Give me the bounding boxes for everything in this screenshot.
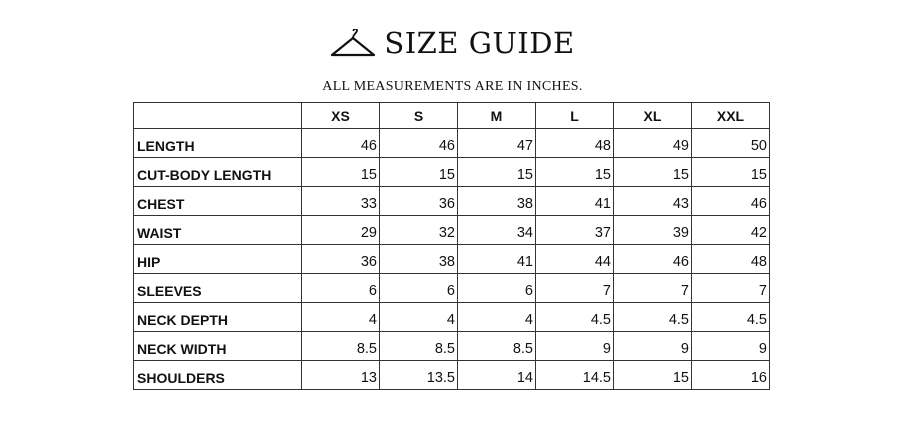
table-cell: 6 [302,274,380,303]
table-cell: 46 [614,245,692,274]
table-cell: 41 [458,245,536,274]
table-cell: 8.5 [458,332,536,361]
page-header [0,26,905,60]
table-cell: 15 [302,158,380,187]
table-cell: 42 [692,216,770,245]
table-cell: 29 [302,216,380,245]
header-row [134,103,770,129]
column-header: S [380,103,458,129]
table-cell: 4.5 [692,303,770,332]
column-header: XXL [692,103,770,129]
table-cell: 4 [380,303,458,332]
table-cell: 38 [380,245,458,274]
table-cell: 9 [614,332,692,361]
table-cell: 13 [302,361,380,390]
table-cell: 13.5 [380,361,458,390]
size-table [133,102,770,390]
table-cell: 37 [536,216,614,245]
table-cell: 15 [692,158,770,187]
page-subtitle: ALL MEASUREMENTS ARE IN INCHES. [322,79,583,94]
table-cell: 6 [380,274,458,303]
table-cell: 4 [458,303,536,332]
table-cell: 36 [302,245,380,274]
table-cell: 43 [614,187,692,216]
table-cell: 7 [692,274,770,303]
table-row [134,361,770,390]
row-label: CHEST [134,187,302,216]
table-cell: 50 [692,129,770,158]
table-cell: 15 [614,158,692,187]
table-cell: 15 [458,158,536,187]
table-cell: 15 [536,158,614,187]
table-row [134,216,770,245]
table-cell: 46 [692,187,770,216]
row-label: CUT-BODY LENGTH [134,158,302,187]
column-header: L [536,103,614,129]
table-cell: 15 [614,361,692,390]
table-cell: 49 [614,129,692,158]
table-cell: 48 [536,129,614,158]
row-label: NECK DEPTH [134,303,302,332]
table-cell: 9 [536,332,614,361]
table-cell: 14 [458,361,536,390]
page-title: SIZE GUIDE [384,26,575,60]
table-cell: 46 [380,129,458,158]
table-row [134,187,770,216]
table-cell: 47 [458,129,536,158]
table-cell: 4.5 [614,303,692,332]
table-cell: 7 [536,274,614,303]
table-cell: 9 [692,332,770,361]
table-cell: 14.5 [536,361,614,390]
column-header: M [458,103,536,129]
table-cell: 38 [458,187,536,216]
table-cell: 46 [302,129,380,158]
table-cell: 15 [380,158,458,187]
row-label: HIP [134,245,302,274]
table-row [134,274,770,303]
table-cell: 39 [614,216,692,245]
table-cell: 34 [458,216,536,245]
table-row [134,129,770,158]
table-cell: 6 [458,274,536,303]
table-cell: 32 [380,216,458,245]
row-label: NECK WIDTH [134,332,302,361]
column-header: XL [614,103,692,129]
table-row [134,332,770,361]
table-cell: 41 [536,187,614,216]
row-label: LENGTH [134,129,302,158]
table-cell: 4 [302,303,380,332]
row-label: SLEEVES [134,274,302,303]
row-label: SHOULDERS [134,361,302,390]
table-cell: 16 [692,361,770,390]
table-cell: 36 [380,187,458,216]
table-cell: 48 [692,245,770,274]
table-cell: 44 [536,245,614,274]
table-row [134,245,770,274]
hanger-icon [330,29,376,59]
table-row [134,158,770,187]
table-cell: 7 [614,274,692,303]
table-row [134,303,770,332]
table-cell: 33 [302,187,380,216]
table-cell: 4.5 [536,303,614,332]
corner-cell [134,103,302,129]
table-cell: 8.5 [380,332,458,361]
column-header: XS [302,103,380,129]
table-cell: 8.5 [302,332,380,361]
row-label: WAIST [134,216,302,245]
